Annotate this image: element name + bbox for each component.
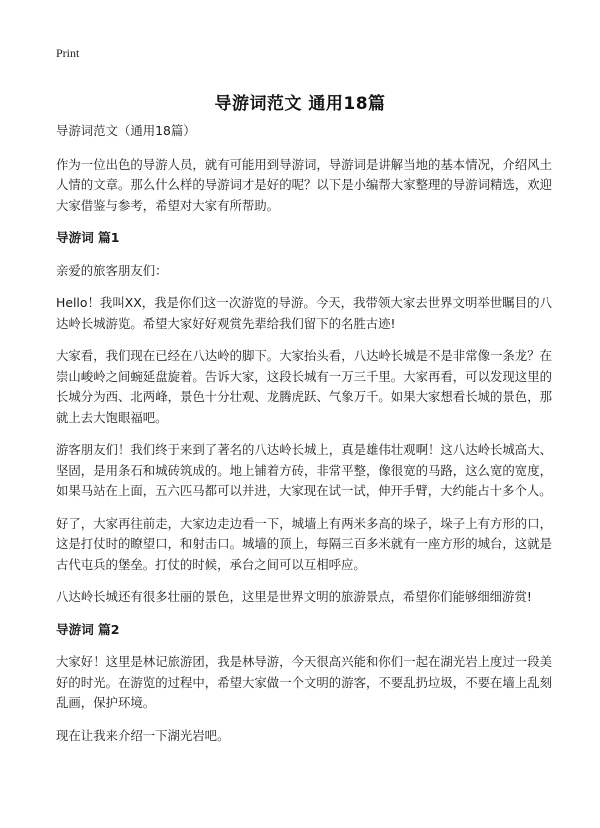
section-2 xyxy=(56,620,552,747)
body-paragraph: 现在让我来介绍一下湖光岩吧。 xyxy=(56,727,230,743)
section-1 xyxy=(56,228,552,608)
document-body xyxy=(56,121,552,758)
section-heading: 导游词 篇2 xyxy=(56,621,120,637)
body-paragraph: 大家好！这里是林记旅游团，我是林导游，今天很高兴能和你们一起在湖光岩上度过一段美好的时光。在游览的过程中，希望大家做一个文明的游客，不要乱扔垃圾，不要在墙上乱刻乱画，保护环境。 xyxy=(56,654,552,710)
print-label[interactable]: Print xyxy=(56,46,80,60)
greeting-paragraph: 亲爱的旅客朋友们： xyxy=(56,262,168,278)
body-paragraph: Hello！我叫XX，我是你们这一次游览的导游。今天，我带领大家去世界文明举世瞩目的八达岭长城游览。希望大家好好观赏先辈给我们留下的名胜古迹! xyxy=(56,295,552,331)
body-paragraph: 好了，大家再往前走，大家边走边看一下，城墙上有两米多高的垛子，垛子上有方形的口，这是打仗时的瞭望口，和射击口。城墙的顶上，每隔三百多米就有一座方形的城台，这就是古代屯兵的堡垒。打仗的时候，承台之间可以互相呼应。 xyxy=(56,515,552,572)
document-subtitle: 导游词范文（通用18篇） xyxy=(56,123,196,138)
page-title: 导游词范文 通用18篇 xyxy=(214,94,386,115)
intro-paragraph: 作为一位出色的导游人员，就有可能用到导游词，导游词是讲解当地的基本情况，介绍风土人情的文章。那么什么样的导游词才是好的呢？以下是小编帮大家整理的导游词精选，欢迎大家借鉴与参考，希望对大家有所帮助。 xyxy=(56,156,552,213)
body-paragraph: 大家看，我们现在已经在八达岭的脚下。大家抬头看，八达岭长城是不是非常像一条龙？在崇山峻岭之间蜿延盘旋着。告诉大家，这段长城有一万三千里。大家再看，可以发现这里的长城分为西、北两峰，景色十分壮观、龙腾虎跃、气象万千。如果大家想看长城的景色，那就上去大饱眼福吧。 xyxy=(56,348,552,425)
body-paragraph: 游客朋友们！我们终于来到了著名的八达岭长城上，真是雄伟壮观啊！这八达岭长城高大、坚固，是用条石和城砖筑成的。地上铺着方砖，非常平整，像很宽的马路，这么宽的宽度，如果马站在上面，五六匹马都可以并进，大家现在试一试，伸开手臂，大约能占十多个人。 xyxy=(56,442,552,498)
body-paragraph: 八达岭长城还有很多壮丽的景色，这里是世界文明的旅游景点，希望你们能够细细游赏! xyxy=(56,589,532,604)
section-heading: 导游词 篇1 xyxy=(56,230,120,245)
